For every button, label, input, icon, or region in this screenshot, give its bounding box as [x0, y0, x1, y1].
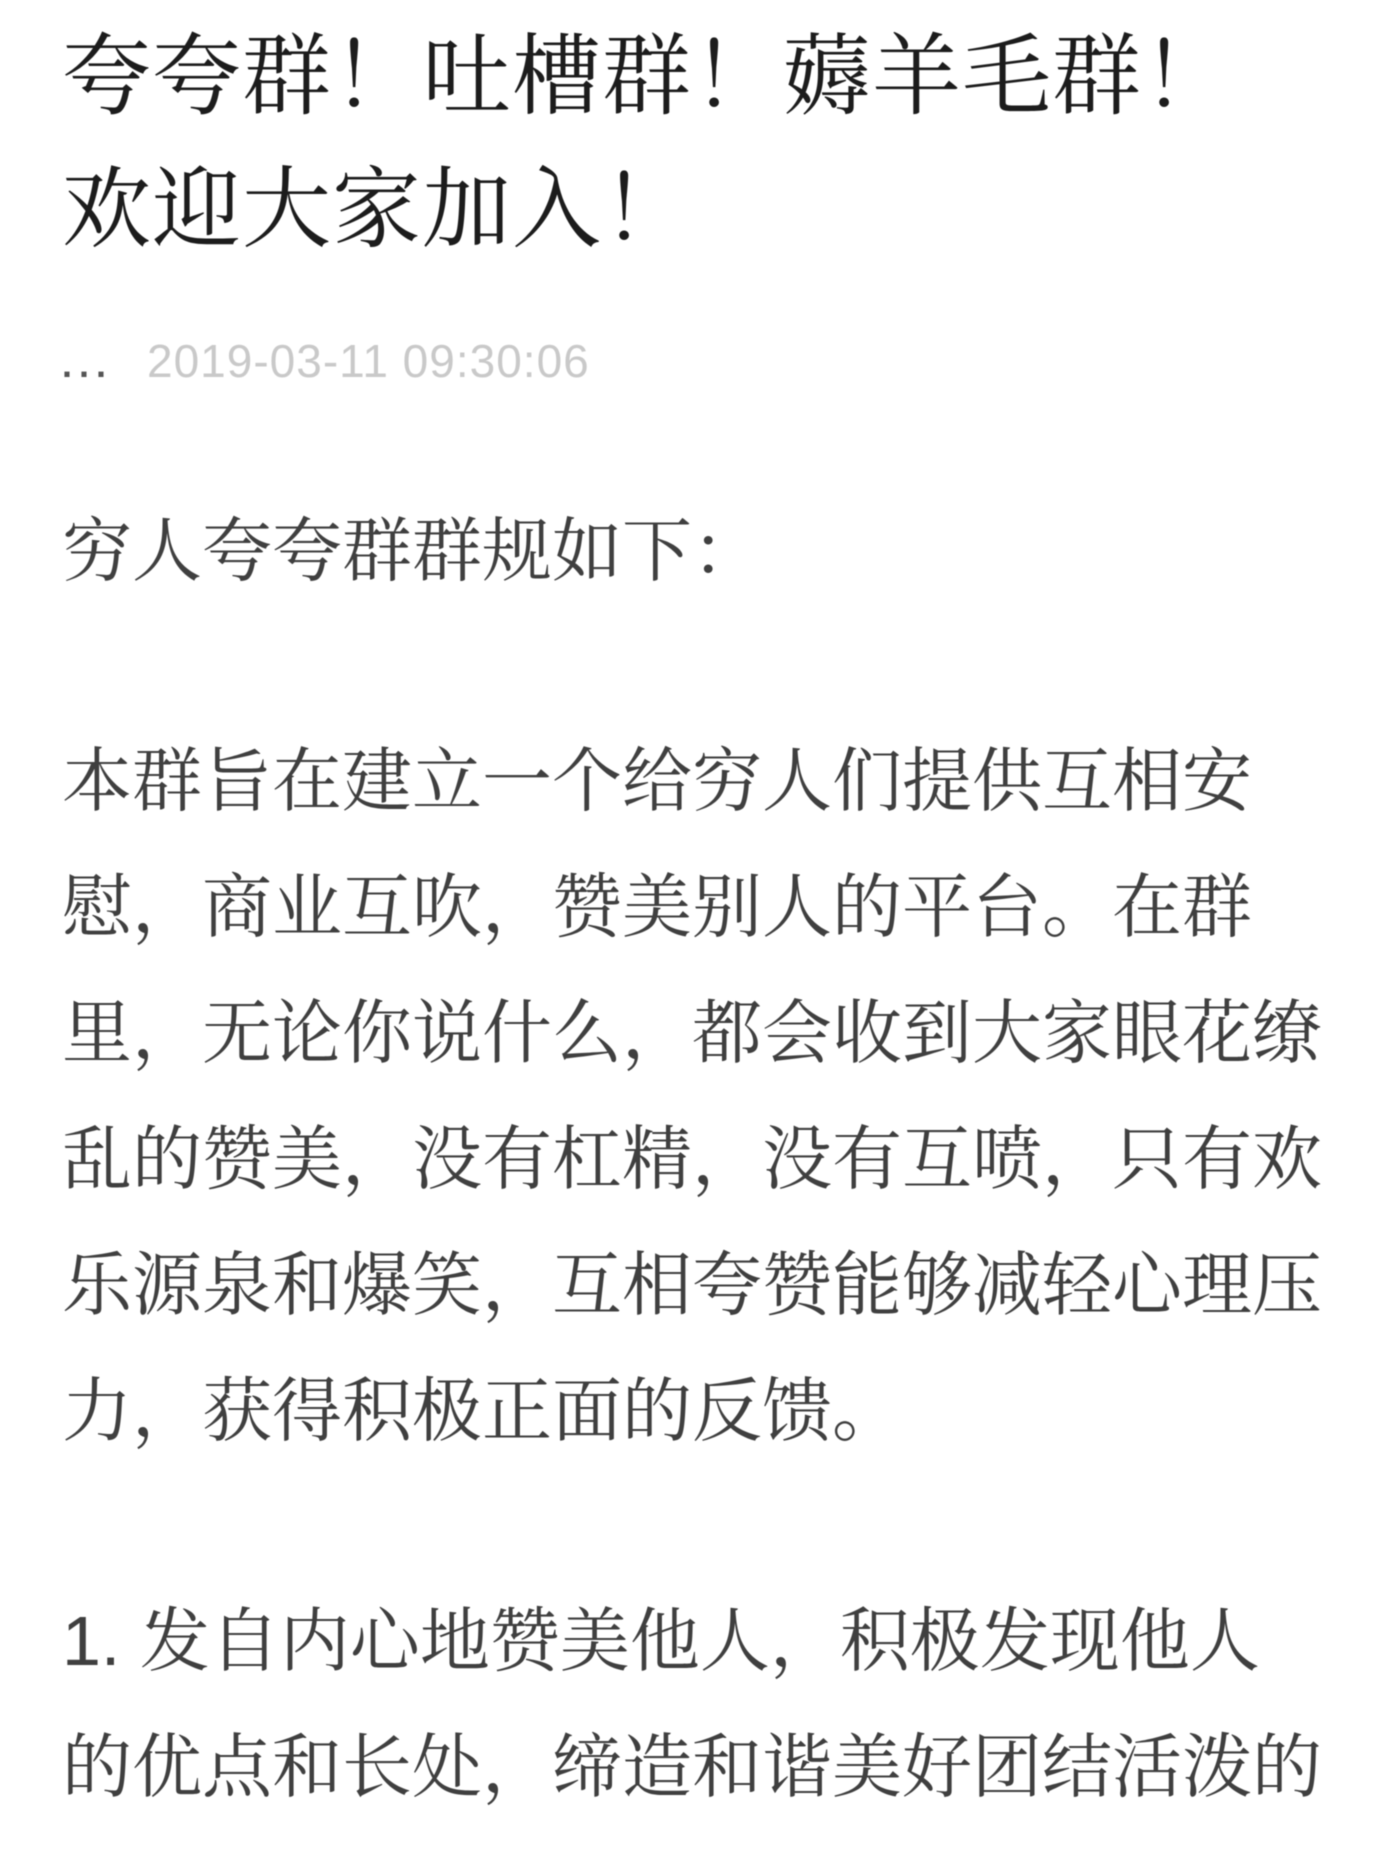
- post-meta: [62, 334, 1338, 392]
- title-line-1: 夸夸群！吐槽群！薅羊毛群！: [62, 26, 1232, 126]
- body-line: 的优点和长处，缔造和谐美好团结活泼的: [62, 1728, 1322, 1806]
- post-body: [62, 488, 1338, 1830]
- post-timestamp: 2019-03-11 09:30:06: [147, 335, 590, 387]
- body-line: 慰，商业互吹，赞美别人的平台。在群: [62, 868, 1252, 946]
- body-line: 乐源泉和爆笑，互相夸赞能够减轻心理压: [62, 1246, 1322, 1324]
- body-line: 1. 发自内心地赞美他人，积极发现他人: [62, 1602, 1260, 1680]
- paragraph-rules-heading: [62, 488, 1338, 614]
- paragraph-group-purpose: [62, 718, 1338, 1474]
- body-line: 乱的赞美，没有杠精，没有互喷，只有欢: [62, 1120, 1322, 1198]
- page-title: [62, 10, 1338, 276]
- paragraph-rule-1: [62, 1578, 1338, 1830]
- title-line-2: 欢迎大家加入！: [62, 159, 692, 259]
- body-line: 力，获得积极正面的反馈。: [62, 1372, 902, 1450]
- body-line: 穷人夸夸群群规如下：: [62, 512, 762, 590]
- body-line: 里，无论你说什么，都会收到大家眼花缭: [62, 994, 1322, 1072]
- author-ellipsis: ...: [62, 344, 114, 385]
- body-line: 本群旨在建立一个给穷人们提供互相安: [62, 742, 1252, 820]
